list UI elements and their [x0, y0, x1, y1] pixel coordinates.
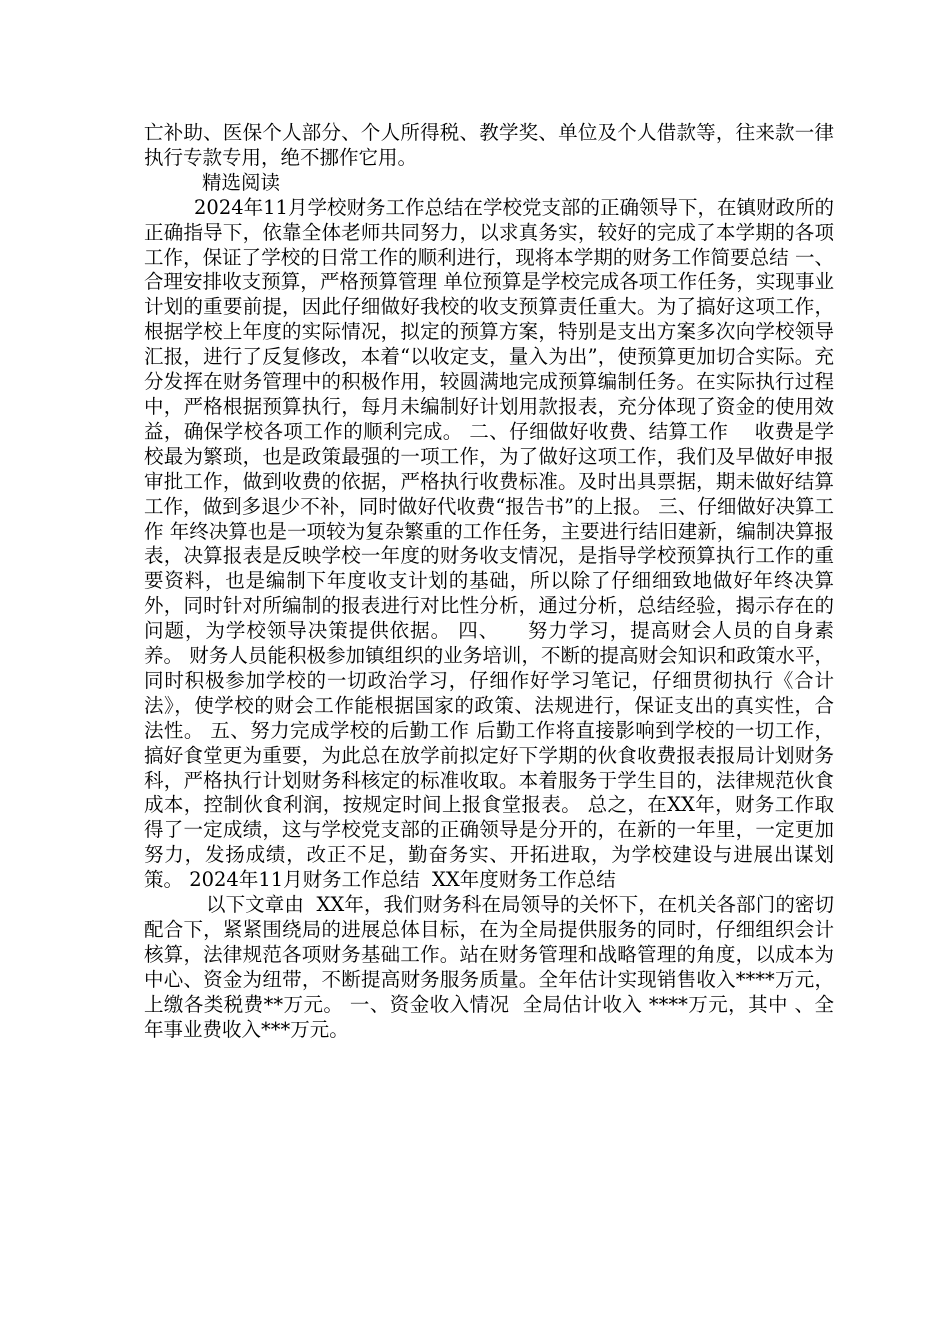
paragraph-body: 以下文章由 XX年，我们财务科在局领导的关怀下，在机关各部门的密切配合下，紧紧围绕局的进展总体目标，在为全局提供服务的同时，仔细组织会计核算，法律规范各项财务基础工作。站在财务管理和战略管理的角度，以成本为中心、资金为纽带，不断提高财务服务质量。全年估计实现销售收入****万元，上缴各类税费**万元。 一、资金收入情况 全局估计收入 ****万元，其中 、全年事业费收入***万元。 [144, 893, 834, 1041]
paragraph-body: 2024年11月学校财务工作总结在学校党支部的正确领导下，在镇财政所的正确指导下，依靠全体老师共同努力，以求真务实，较好的完成了本学期的各项工作，保证了学校的日常工作的顺利进行，现将本学期的财务工作简要总结 一、合理安排收支预算，严格预算管理 单位预算是学校完成各项工作任务，实现事业计划的重要前提，因此仔细做好我校的收支预算责任重大。为了搞好这项工作，根据学校上年度的实际情况，拟定的预算方案，特别是支出方案多次向学校领导汇报，进行了反复修改，本着“以收定支，量入为出”，使预算更加切合实际。充分发挥在财务管理中的积极作用，较圆满地完成预算编制任务。在实际执行过程中，严格根据预算执行，每月未编制好计划用款报表，充分体现了资金的使用效益，确保学校各项工作的顺利完成。 二、仔细做好收费、结算工作 收费是学校最为繁琐，也是政策最强的一项工作，为了做好这项工作，我们及早做好申报审批工作，做到收费的依据，严格执行收费标准。及时出具票据，期未做好结算工作，做到多退少不补，同时做好代收费“报告书”的上报。 三、仔细做好决算工作 年终决算也是一项较为复杂繁重的工作任务，主要进行结旧建新，编制决算报表，决算报表是反映学校一年度的财务收支情况，是指导学校预算执行工作的重要资料，也是编制下年度收支计划的基础，所以除了仔细细致地做好年终决算外，同时针对所编制的报表进行对比性分析，通过分析，总结经验，揭示存在的问题，为学校领导决策提供依据。 四、 努力学习，提高财会人员的自身素养。 财务人员能积极参加镇组织的业务培训，不断的提高财会知识和政策水平，同时积极参加学校的一切政治学习，仔细作好学习笔记，仔细贯彻执行《合计法》，使学校的财会工作能根据国家的政策、法规进行，保证支出的真实性，合法性。 五、努力完成学校的后勤工作 后勤工作将直接影响到学校的一切工作，搞好食堂更为重要，为此总在放学前拟定好下学期的伙食收费报表报局计划财务科，严格执行计划财务科核定的标准收取。本着服务于学生目的，法律规范伙食成本，控制伙食利润，按规定时间上报食堂报表。 总之，在XX年，财务工作取得了一定成绩，这与学校党支部的正确领导是分开的，在新的一年里，一定更加努力，发扬成绩，改正不足，勤奋务实、开拓进取，为学校建设与进展出谋划策。 2024年11月财务工作总结 XX年度财务工作总结 [144, 195, 834, 892]
document-body [144, 121, 834, 1043]
paragraph-continuation: 亡补助、医保个人部分、个人所得税、教学奖、单位及个人借款等，往来款一律执行专款专用，绝不挪作它用。 [144, 121, 834, 169]
section-heading: 精选阅读 [202, 170, 281, 194]
